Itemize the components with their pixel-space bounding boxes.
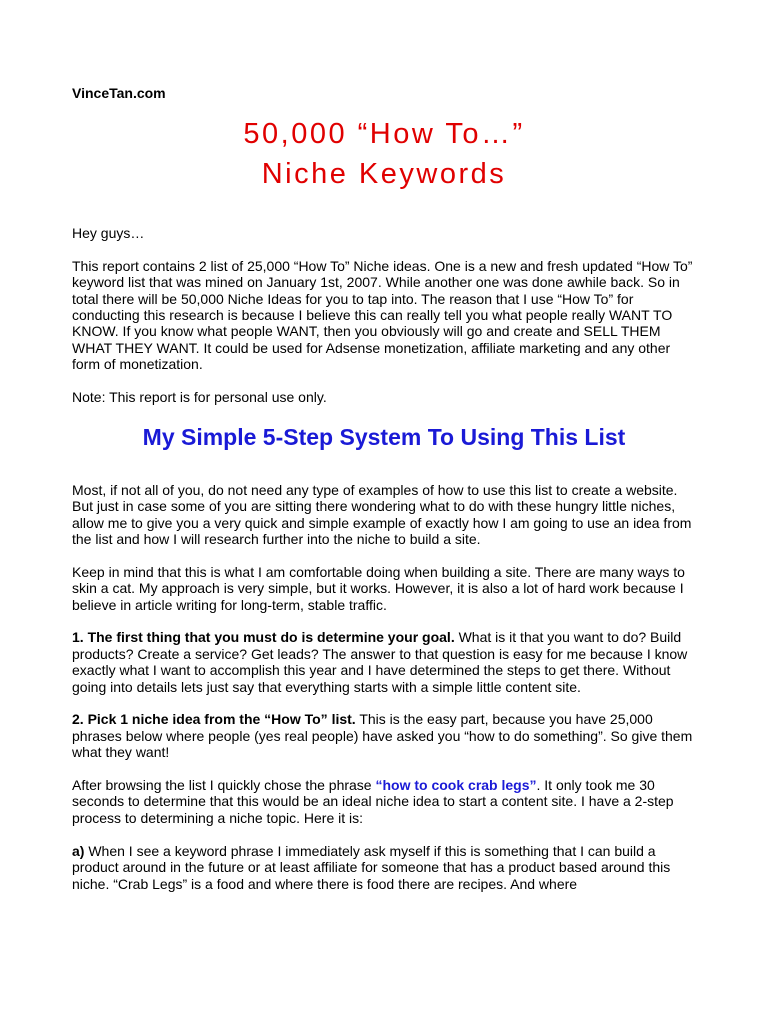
step-1-paragraph — [72, 629, 696, 695]
section-heading: My Simple 5-Step System To Using This List — [142, 423, 626, 450]
browse-text-before: After browsing the list I quickly chose the phrase — [72, 777, 376, 794]
step-2-text: This is the easy part, because you have 25,000 phrases below where people (yes real people) have asked you “how to do something”. So give them what they want! — [72, 711, 693, 761]
step-a-text: When I see a keyword phrase I immediately ask myself if this is something that I can build a product around in the future or at least affiliate for someone that has a product based around this niche. “Crab Legs” is a food and where there is food there are recipes. And where — [72, 842, 671, 892]
step-2-paragraph — [72, 711, 696, 760]
title-line-2: Niche Keywords — [261, 158, 507, 190]
site-name: VinceTan.com — [72, 85, 166, 101]
step-1-title: 1. The first thing that you must do is determine your goal. — [72, 629, 455, 646]
step-2-title: 2. Pick 1 niche idea from the “How To” list. — [72, 711, 356, 728]
section-paragraph-2: Keep in mind that this is what I am comfortable doing when building a site. There are many ways to skin a cat. My approach is very simple, but it works. However, it is also a lot of hard work because I believe in article writing for long-term, stable traffic. — [72, 563, 685, 613]
greeting: Hey guys… — [72, 225, 145, 241]
step-1-text: What is it that you want to do? Build products? Create a service? Get leads? The answer to that question is easy for me because I know exactly what I want to accomplish this year and I have determined the steps to get there. Without going into details lets just say that everything starts with a simple little content site. — [72, 629, 688, 695]
browse-paragraph — [72, 777, 696, 826]
keyword-phrase: “how to cook crab legs” — [375, 777, 537, 794]
step-a-label: a) — [72, 842, 85, 859]
intro-paragraph: This report contains 2 list of 25,000 “How To” Niche ideas. One is a new and fresh updated “How To” keyword list that was mined on January 1st, 2007. While another one was done awhile back. So in total there will be 50,000 Niche Ideas for you to tap into. The reason that I use “How To” for conducting this research is because I believe this can really tell you what people really WANT TO KNOW. If you know what people WANT, then you obviously will go and create and SELL THEM WHAT THEY WANT. It could be used for Adsense monetization, affiliate marketing and any other form of monetization. — [72, 257, 693, 373]
page-title — [72, 114, 696, 194]
section-paragraph-1: Most, if not all of you, do not need any type of examples of how to use this list to create a website. But just in case some of you are sitting there wondering what to do with these hungry little niches, allow me to give you a very quick and simple example of exactly how I am going to use an idea from the list and how I will research further into the niche to build a site. — [72, 481, 692, 548]
browse-text-after: . It only took me 30 seconds to determine that this would be an ideal niche idea to start a content site. I have a 2-step process to determining a niche topic. Here it is: — [72, 777, 674, 826]
title-line-1: 50,000 “How To…” — [243, 118, 525, 150]
usage-note: Note: This report is for personal use only. — [72, 389, 327, 406]
step-a-paragraph — [72, 843, 696, 892]
